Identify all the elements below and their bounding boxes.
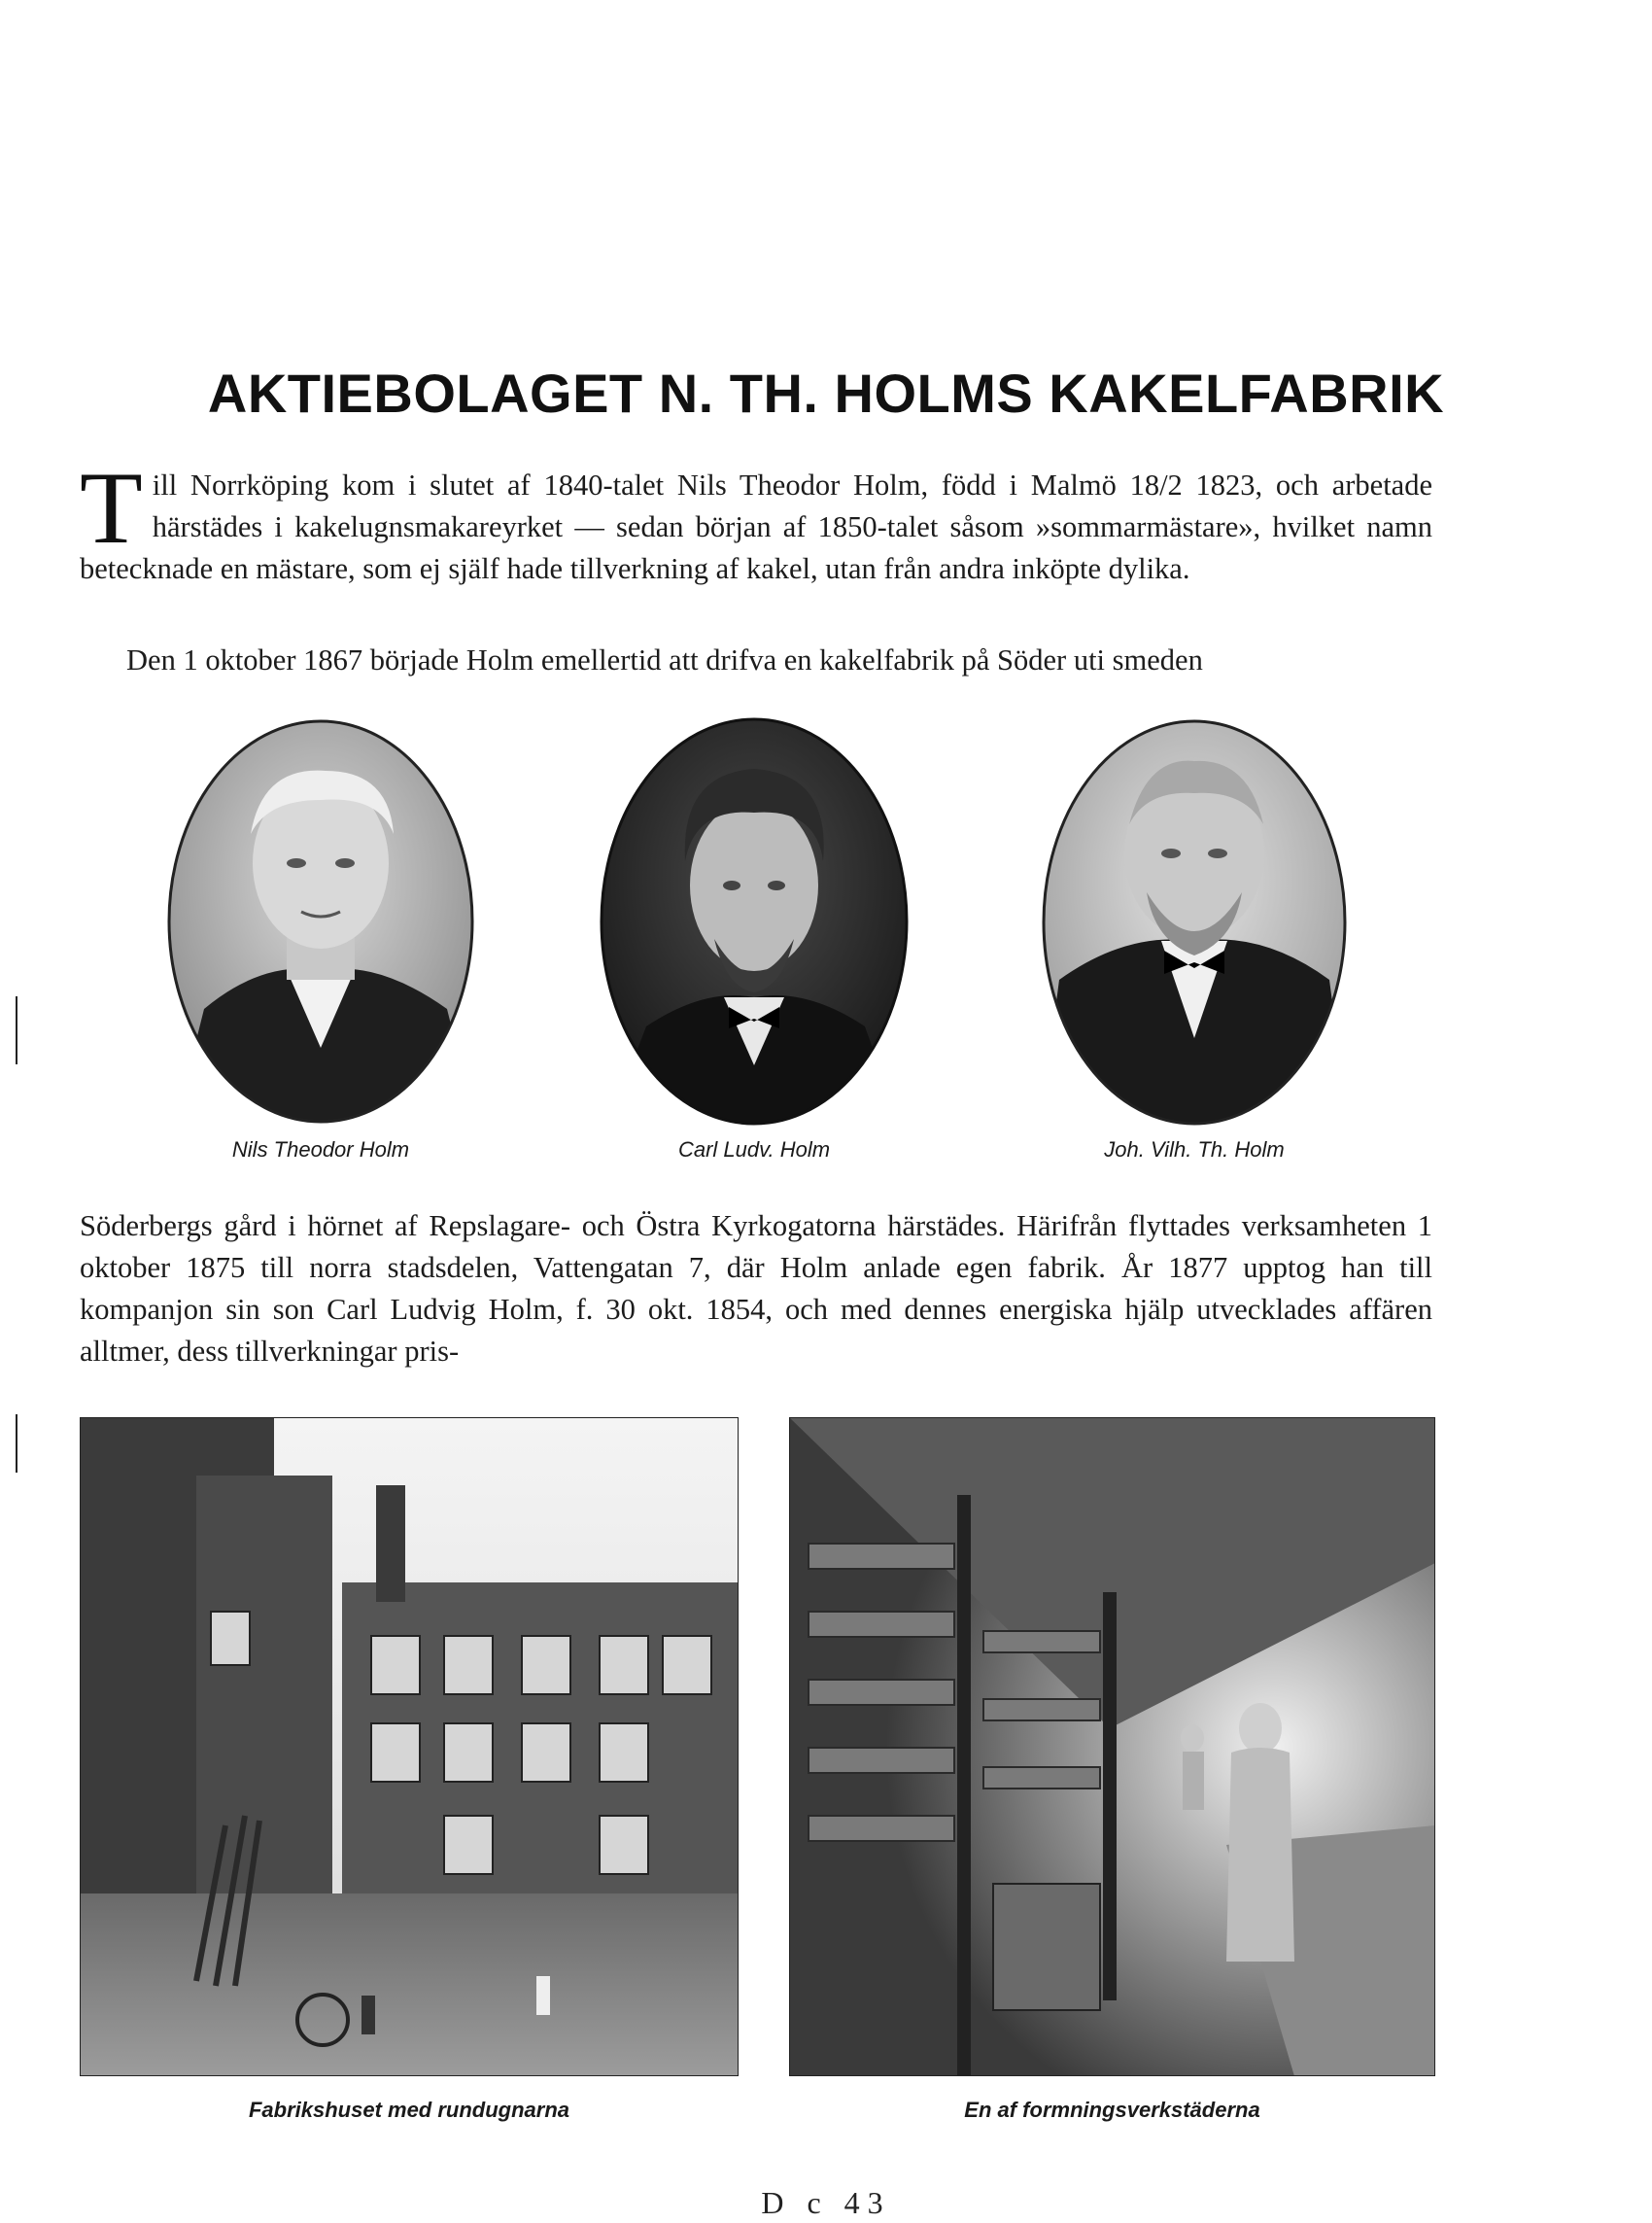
paragraph-2 <box>80 640 1432 681</box>
portrait-carl-ludv-holm <box>598 715 911 1128</box>
portrait-image <box>598 715 911 1128</box>
scan-edge-mark <box>16 1414 17 1473</box>
page-title: AKTIEBOLAGET N. TH. HOLMS KAKELFABRIK <box>207 363 1445 424</box>
drop-cap: T <box>80 451 143 565</box>
paragraph-3-text: Söderbergs gård i hörnet af Repslagare- och Östra Kyrkogatorna härstädes. Härifrån flyttades verksamheten 1 oktober 1875 till norra stadsdelen, Vattengatan 7, där Holm anlade egen fabrik. År 1877 upptog han till kompanjon sin son Carl Ludvig Holm, f. 30 okt. 1854, och med dennes energiska hjälp utvecklades affären alltmer, dess tillverkningar pris- <box>80 1209 1432 1368</box>
portrait-caption-3: Joh. Vilh. Th. Holm <box>1104 1137 1285 1162</box>
paragraph-1-text: ill Norrköping kom i slutet af 1840-talet Nils Theodor Holm, född i Malmö 18/2 1823, och arbetade härstädes i kakelugnsmakareyrket — sedan början af 1850-talet såsom »sommarmästare», hvilket namn betecknade en mästare, som ej själf hade tillverkning af kakel, utan från andra inköpte dylika. <box>80 469 1432 585</box>
portrait-caption-1: Nils Theodor Holm <box>231 1137 410 1162</box>
portrait-nils-theodor-holm <box>165 717 476 1126</box>
photo-caption-2: En af formningsverkstäderna <box>964 2098 1260 2122</box>
paragraph-1 <box>80 451 1432 590</box>
photo-image <box>789 1417 1435 2076</box>
scan-edge-mark <box>16 996 17 1064</box>
portrait-image <box>165 717 476 1126</box>
photo-factory-building <box>80 1417 739 2076</box>
paragraph-3 <box>80 1205 1432 1372</box>
portrait-joh-vilh-th-holm <box>1040 717 1349 1128</box>
portrait-caption-2: Carl Ludv. Holm <box>677 1137 831 1162</box>
photo-image <box>80 1417 739 2076</box>
photo-workshop-interior <box>789 1417 1435 2076</box>
paragraph-2-text: Den 1 oktober 1867 började Holm emellertid att drifva en kakelfabrik på Söder uti smeden <box>126 643 1203 677</box>
portrait-image <box>1040 717 1349 1128</box>
page-number: D c 43 <box>761 2185 891 2220</box>
photo-caption-1: Fabrikshuset med rundugnarna <box>248 2098 570 2122</box>
